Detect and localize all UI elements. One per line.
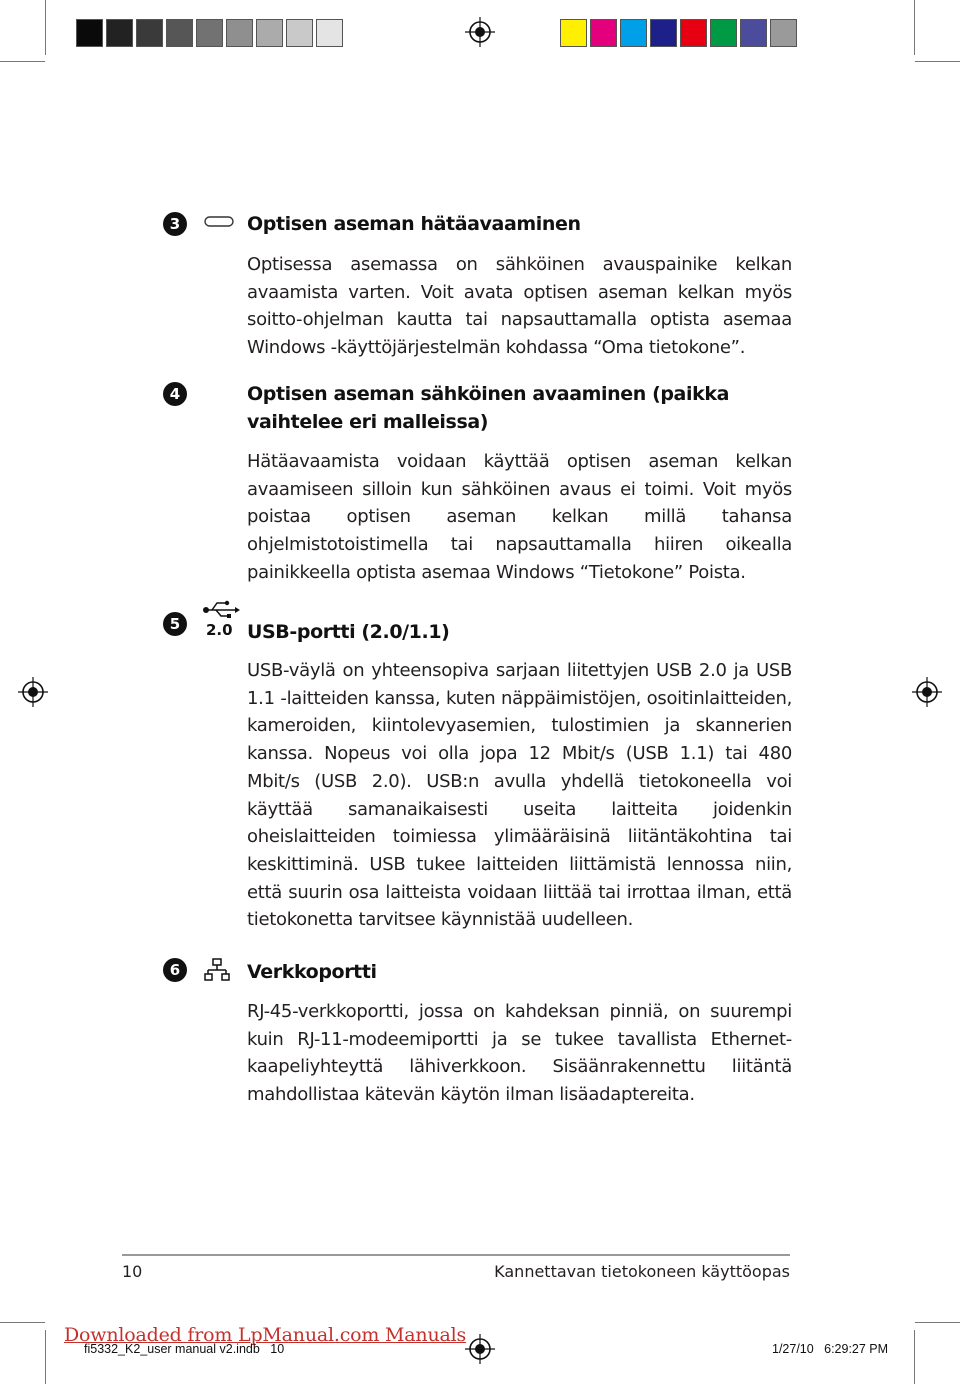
color-swatch	[316, 19, 343, 47]
color-swatch	[286, 19, 313, 47]
color-swatch	[650, 19, 677, 47]
section-body: USB-väylä on yhteensopiva sarjaan liitettyjen USB 2.0 ja USB 1.1 -laitteiden kanssa, kuten näppäimistöjen, osoitinlaitteiden, kameroiden, kiintolevyasemien, tulostimien ja skannerien kanssa. Nopeus voi olla jopa 12 Mbit/s (USB 1.1) tai 480 Mbit/s (USB 2.0). USB:n avulla yhdellä tietokoneella voi käyttää samanaikaisesti useita laitteita joidenkin oheislaitteiden toimiessa ylimääräisinä liitäntäkohtina tai keskittiminä. USB tukee laitteiden liittämistä lennossa niin, että suurin osa laitteista voidaan liittää tai irrottaa ilman, että tietokonetta tarvitsee käynnistää uudelleen.	[247, 660, 792, 931]
section-body: Hätäavaamista voidaan käyttää optisen aseman kelkan avaamiseen silloin kun sähköinen avaus ei toimi. Voit myös poistaa optisen aseman kelkan millä tahansa ohjelmistotoistimella tai napsauttamalla hiiren oikealla painikkeella optista asemaa Windows “Tietokone” Poista.	[247, 451, 792, 583]
color-swatch	[590, 19, 617, 47]
registration-mark-icon	[465, 1334, 495, 1364]
color-swatch	[770, 19, 797, 47]
color-swatch	[106, 19, 133, 47]
crop-mark	[0, 1322, 45, 1323]
section-number-badge: 6	[163, 958, 187, 982]
section-number-badge: 4	[163, 382, 187, 406]
download-link[interactable]: Downloaded from LpManual.com Manuals	[64, 1324, 467, 1346]
section-title: Optisen aseman sähköinen avaaminen (paikka vaihtelee eri malleissa)	[247, 383, 729, 433]
section-title: Verkkoportti	[247, 961, 377, 983]
optical-drive-icon	[204, 215, 234, 229]
color-swatch	[740, 19, 767, 47]
color-swatch	[136, 19, 163, 47]
manual-title: Kannettavan tietokoneen käyttöopas	[494, 1262, 790, 1281]
section-body: RJ-45-verkkoportti, jossa on kahdeksan pinniä, on suurempi kuin RJ-11-modeemiportti ja se tukee tavallista Ethernet-kaapeliyhteyttä lähiverkkoon. Sisäänrakennettu liitäntä mahdollistaa kätevän käytön ilman lisäadaptereita.	[247, 1001, 792, 1106]
crop-mark	[45, 1330, 46, 1384]
usb-icon	[202, 598, 240, 620]
section-number-badge: 5	[163, 612, 187, 636]
network-icon	[204, 958, 230, 982]
color-swatch	[560, 19, 587, 47]
crop-mark	[915, 61, 960, 62]
crop-mark	[45, 0, 46, 55]
registration-mark-icon	[912, 677, 942, 707]
color-swatch	[710, 19, 737, 47]
section-title: Optisen aseman hätäavaaminen	[247, 213, 581, 235]
section-number-badge: 3	[163, 212, 187, 236]
color-swatch	[620, 19, 647, 47]
color-swatch	[226, 19, 253, 47]
crop-mark	[915, 1322, 960, 1323]
section-title: USB-portti (2.0/1.1)	[247, 621, 450, 643]
registration-mark-icon	[18, 677, 48, 707]
crop-mark	[914, 0, 915, 55]
slug-filename: fi5332_K2_user manual v2.indb 10	[84, 1342, 285, 1356]
footer-divider	[122, 1254, 790, 1256]
usb-version-label: 2.0	[206, 621, 233, 639]
crop-mark	[0, 61, 45, 62]
crop-mark	[914, 1330, 915, 1384]
registration-mark-icon	[465, 17, 495, 47]
color-swatch	[256, 19, 283, 47]
color-swatch	[166, 19, 193, 47]
color-swatch	[680, 19, 707, 47]
section-body: Optisessa asemassa on sähköinen avauspainike kelkan avaamista varten. Voit avata optisen aseman kelkan myös soitto-ohjelman kautta tai napsauttamalla optista asemaa Windows -käyttöjärjestelmän kohdassa “Oma tietokone”.	[247, 254, 792, 359]
page-number: 10	[122, 1262, 143, 1281]
slug-datetime: 1/27/10 6:29:27 PM	[772, 1342, 889, 1356]
color-swatch	[196, 19, 223, 47]
color-swatch	[76, 19, 103, 47]
